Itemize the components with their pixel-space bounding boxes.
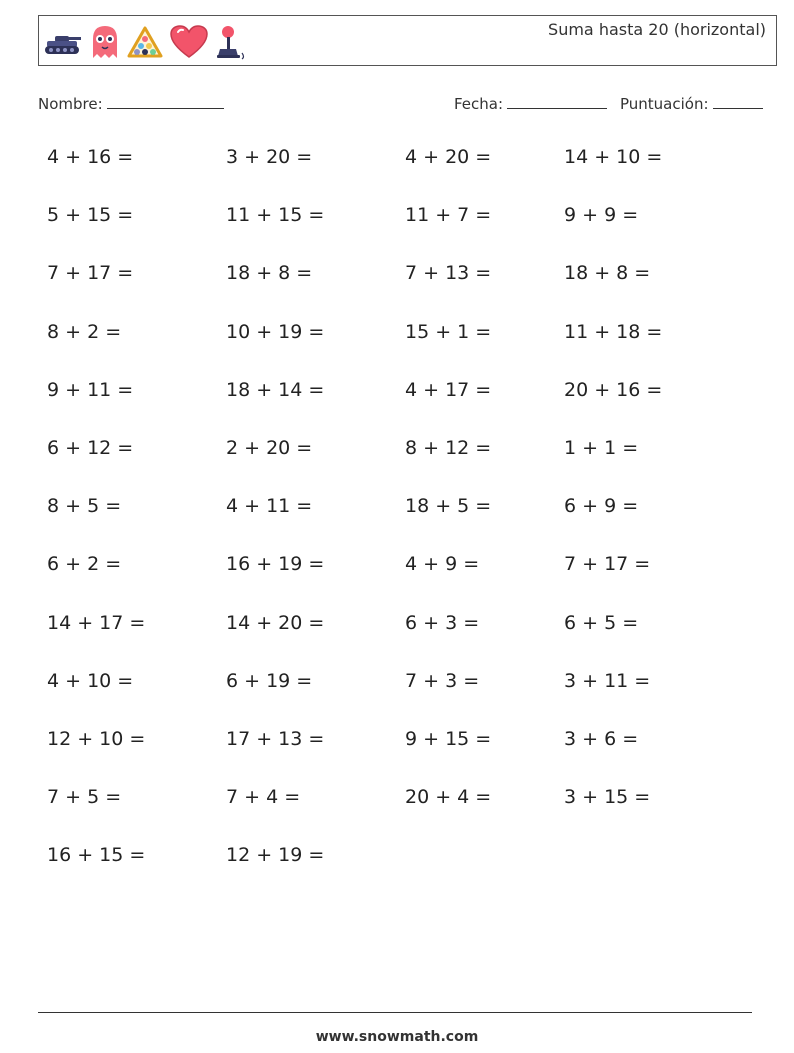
problem-item: 8 + 12 =	[405, 437, 492, 459]
problem-item: 3 + 11 =	[564, 669, 651, 692]
problem-item: 2 + 20 =	[226, 437, 313, 459]
date-label: Fecha:	[454, 95, 504, 113]
problem-item: 10 + 19 =	[226, 320, 325, 343]
problem-item: 7 + 17 =	[564, 553, 651, 576]
header-box	[38, 15, 777, 66]
problem-item: 18 + 8 =	[564, 262, 651, 285]
problem-item: 15 + 1 =	[405, 320, 492, 343]
problem-item: 11 + 18 =	[564, 320, 663, 343]
problem-item: 14 + 17 =	[47, 611, 146, 634]
problem-item: 12 + 19 =	[226, 844, 325, 867]
problem-item: 5 + 15 =	[47, 204, 134, 227]
problem-item: 6 + 2 =	[47, 553, 122, 576]
problem-item: 4 + 9 =	[405, 553, 480, 576]
problem-item: 6 + 12 =	[47, 437, 134, 459]
problem-item: 7 + 5 =	[47, 786, 122, 809]
name-line[interactable]	[107, 94, 224, 109]
problem-item: 16 + 15 =	[47, 844, 146, 867]
name-field	[38, 94, 224, 113]
problem-item: 18 + 8 =	[226, 262, 313, 285]
worksheet-title: Suma hasta 20 (horizontal)	[548, 20, 766, 39]
problem-item: 18 + 5 =	[405, 495, 492, 518]
problem-item: 4 + 17 =	[405, 378, 492, 401]
problem-item: 4 + 16 =	[47, 146, 134, 168]
footer-url: www.snowmath.com	[315, 1029, 479, 1045]
problem-item: 14 + 10 =	[564, 146, 663, 168]
problem-item: 7 + 13 =	[405, 262, 492, 285]
problem-item: 6 + 9 =	[564, 495, 639, 518]
date-line[interactable]	[507, 94, 607, 109]
problem-item: 4 + 20 =	[405, 146, 492, 168]
problem-item: 11 + 15 =	[226, 204, 325, 227]
problem-item: 7 + 17 =	[47, 262, 134, 285]
score-field	[620, 94, 763, 113]
billiard-rack-icon	[127, 25, 163, 59]
problem-item: 6 + 3 =	[405, 611, 480, 634]
problem-item: 6 + 19 =	[226, 669, 313, 692]
name-label: Nombre:	[38, 95, 103, 113]
problem-item: 18 + 14 =	[226, 378, 325, 401]
problem-item: 8 + 2 =	[47, 320, 122, 343]
problem-item: 9 + 15 =	[405, 728, 492, 750]
problem-item: 3 + 15 =	[564, 786, 651, 809]
problem-item: 14 + 20 =	[226, 611, 325, 634]
problem-item: 12 + 10 =	[47, 728, 146, 750]
problem-item: 3 + 6 =	[564, 728, 639, 750]
date-field	[454, 94, 607, 113]
problem-item: 17 + 13 =	[226, 728, 325, 750]
score-label: Puntuación:	[620, 95, 709, 113]
problem-item: 6 + 5 =	[564, 611, 639, 634]
problem-item: 11 + 7 =	[405, 204, 492, 227]
icon-strip	[43, 22, 249, 62]
problem-item: 4 + 11 =	[226, 495, 313, 518]
ghost-icon	[89, 23, 121, 61]
score-line[interactable]	[713, 94, 763, 109]
footer-rule	[38, 1012, 752, 1013]
problem-item: 4 + 10 =	[47, 669, 134, 692]
problem-item: 16 + 19 =	[226, 553, 325, 576]
problem-item: 20 + 16 =	[564, 378, 663, 401]
problem-item: 9 + 9 =	[564, 204, 639, 227]
problem-item: 1 + 1 =	[564, 437, 639, 459]
problem-item: 7 + 3 =	[405, 669, 480, 692]
problem-item: 20 + 4 =	[405, 786, 492, 809]
problem-item: 8 + 5 =	[47, 495, 122, 518]
problem-item: 9 + 11 =	[47, 378, 134, 401]
problem-item: 3 + 20 =	[226, 146, 313, 168]
problem-item: 7 + 4 =	[226, 786, 301, 809]
tank-icon	[43, 27, 83, 57]
heart-icon	[169, 24, 209, 60]
joystick-icon	[215, 23, 249, 61]
